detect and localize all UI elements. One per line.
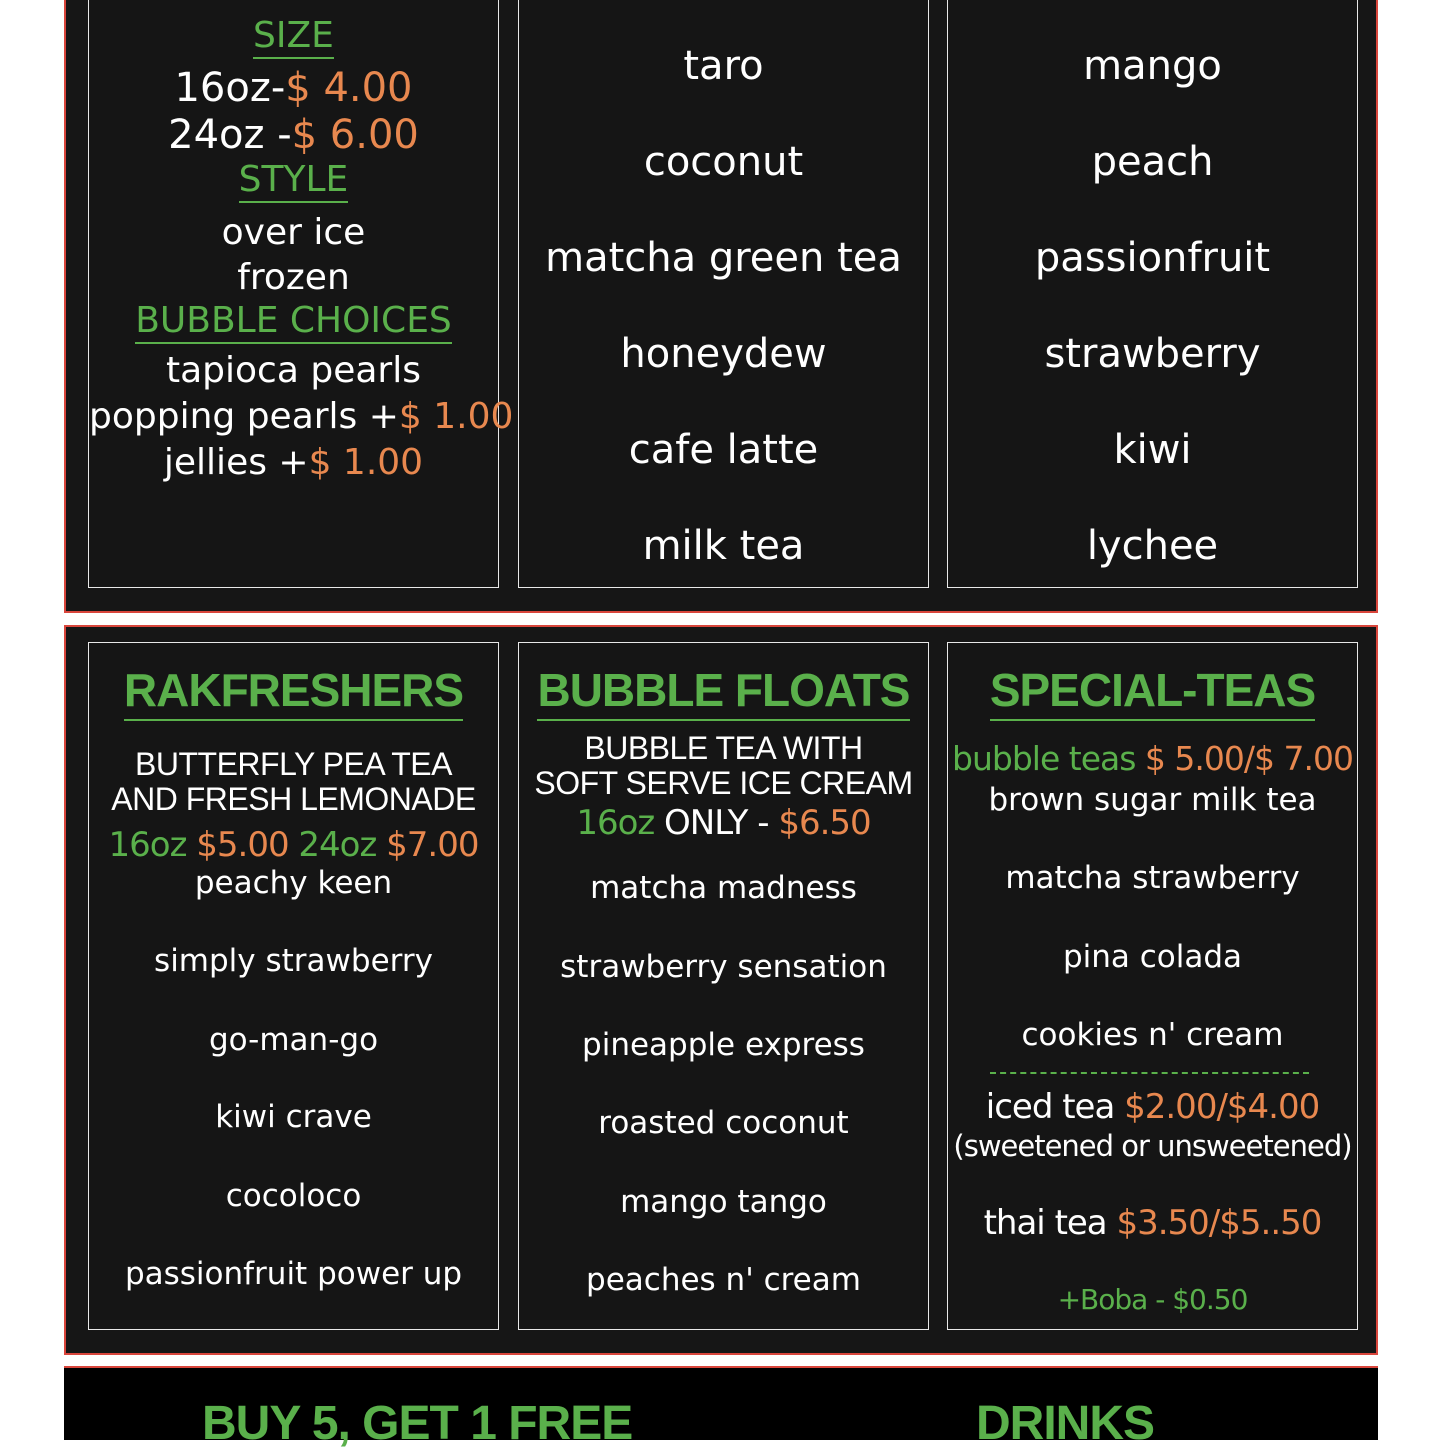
bubble-jellies-price: $ 1.00: [308, 442, 424, 483]
special-teas-heading: SPECIAL-TEAS: [990, 667, 1315, 721]
bubble-choices-heading: BUBBLE CHOICES: [135, 303, 452, 344]
iced-tea-row: [948, 1087, 1357, 1127]
rakfreshers-desc-2: AND FRESH LEMONADE: [111, 781, 476, 817]
style-frozen: frozen: [237, 257, 350, 298]
size-heading-row: [89, 15, 498, 65]
flavor-strawberry: strawberry: [1044, 331, 1261, 377]
special-teas-item: pina colada: [1062, 939, 1243, 975]
rakfreshers-price-16: $5.00: [196, 825, 289, 865]
rakfreshers-price-24: $7.00: [386, 825, 479, 865]
bubble-floats-item: peaches n' cream: [586, 1262, 861, 1298]
bubble-floats-desc-1: BUBBLE TEA WITH: [584, 730, 863, 766]
rakfreshers-panel: [88, 642, 499, 1330]
flavor-milk-tea: milk tea: [642, 523, 805, 569]
bubble-popping-row: [89, 394, 514, 440]
thai-tea-price: $3.50/$5..50: [1116, 1203, 1322, 1243]
size-heading: SIZE: [253, 18, 334, 59]
rakfreshers-item: passionfruit power up: [124, 1256, 463, 1292]
drinks-heading: DRINKS: [976, 1397, 1155, 1450]
iced-tea-label: iced tea: [985, 1087, 1115, 1127]
special-teas-divider: [990, 1072, 1309, 1074]
special-teas-item: matcha strawberry: [1005, 860, 1300, 896]
thai-tea-row: [948, 1203, 1357, 1243]
rakfreshers-desc-1: BUTTERFLY PEA TEA: [135, 746, 452, 782]
flavor-taro: taro: [683, 43, 764, 89]
bubble-floats-price: $6.50: [778, 803, 871, 843]
bubble-tapioca: tapioca pearls: [166, 350, 421, 391]
flavors-panel-1: [518, 0, 929, 588]
special-teas-bubble-price: $ 5.00/$ 7.00: [1144, 739, 1353, 778]
special-teas-item: cookies n' cream: [1021, 1017, 1284, 1053]
flavor-lychee: lychee: [1086, 523, 1219, 569]
flavor-peach: peach: [1091, 139, 1214, 185]
flavor-mango: mango: [1083, 43, 1222, 89]
bubble-heading-row: [89, 300, 498, 348]
bubble-floats-price-row: [519, 803, 928, 843]
rakfreshers-size-24: 24oz: [298, 825, 377, 865]
top-menu-board: [64, 0, 1378, 613]
bubble-floats-heading: BUBBLE FLOATS: [537, 667, 909, 721]
bubble-floats-item: strawberry sensation: [560, 949, 887, 985]
style-over-ice: over ice: [221, 212, 366, 253]
special-teas-bubble-row: [948, 739, 1357, 778]
bubble-floats-panel: [518, 642, 929, 1330]
bubble-floats-size: 16oz: [576, 803, 655, 843]
bubble-popping-price: $ 1.00: [398, 396, 514, 437]
bubble-popping: popping pearls +: [89, 396, 399, 437]
flavor-matcha-green-tea: matcha green tea: [545, 235, 902, 281]
special-teas-panel: [947, 642, 1358, 1330]
flavor-coconut: coconut: [643, 139, 804, 185]
rakfreshers-item: go-man-go: [208, 1022, 379, 1058]
bubble-floats-item: roasted coconut: [598, 1105, 849, 1141]
rakfreshers-item: cocoloco: [225, 1178, 362, 1214]
bubble-floats-item: mango tango: [620, 1184, 827, 1220]
flavor-passionfruit: passionfruit: [1034, 235, 1271, 281]
bubble-floats-only: ONLY -: [664, 803, 769, 843]
bottom-menu-board: [64, 625, 1378, 1355]
bubble-jellies-row: [89, 440, 498, 486]
style-heading-row: [89, 159, 498, 209]
special-teas-item: brown sugar milk tea: [988, 782, 1317, 818]
size-16-price: $ 4.00: [285, 65, 413, 111]
iced-tea-note: (sweetened or unsweetened): [953, 1129, 1352, 1163]
bubble-floats-item: matcha madness: [590, 870, 857, 906]
special-teas-bubble-label: bubble teas: [952, 739, 1136, 778]
footer-promo-bar: [64, 1366, 1378, 1450]
rakfreshers-size-16: 16oz: [108, 825, 187, 865]
size-24-label: 24oz -: [168, 112, 292, 158]
size-24-row: [89, 112, 498, 159]
boba-addon: +Boba - $0.50: [1057, 1283, 1248, 1316]
size-24-price: $ 6.00: [291, 112, 419, 158]
size-16-label: 16oz-: [174, 65, 286, 111]
flavors-panel-2: [947, 0, 1358, 588]
rakfreshers-heading: RAKFRESHERS: [124, 667, 463, 721]
rakfreshers-item: simply strawberry: [154, 943, 433, 979]
flavor-kiwi: kiwi: [1113, 427, 1192, 473]
buy5-promo-text: BUY 5, GET 1 FREE: [202, 1397, 633, 1450]
rakfreshers-item: peachy keen: [194, 865, 393, 901]
iced-tea-price: $2.00/$4.00: [1124, 1087, 1320, 1127]
bubble-jellies: jellies +: [163, 442, 309, 483]
size-16-row: [89, 65, 498, 112]
style-heading: STYLE: [239, 162, 349, 203]
rakfreshers-item: kiwi crave: [215, 1099, 372, 1135]
flavor-honeydew: honeydew: [620, 331, 827, 377]
bubble-floats-desc-2: SOFT SERVE ICE CREAM: [534, 765, 913, 801]
rakfreshers-prices: [89, 825, 498, 865]
size-style-panel: [88, 0, 514, 588]
thai-tea-label: thai tea: [983, 1203, 1107, 1243]
bubble-floats-item: pineapple express: [582, 1027, 865, 1063]
flavor-cafe-latte: cafe latte: [628, 427, 819, 473]
